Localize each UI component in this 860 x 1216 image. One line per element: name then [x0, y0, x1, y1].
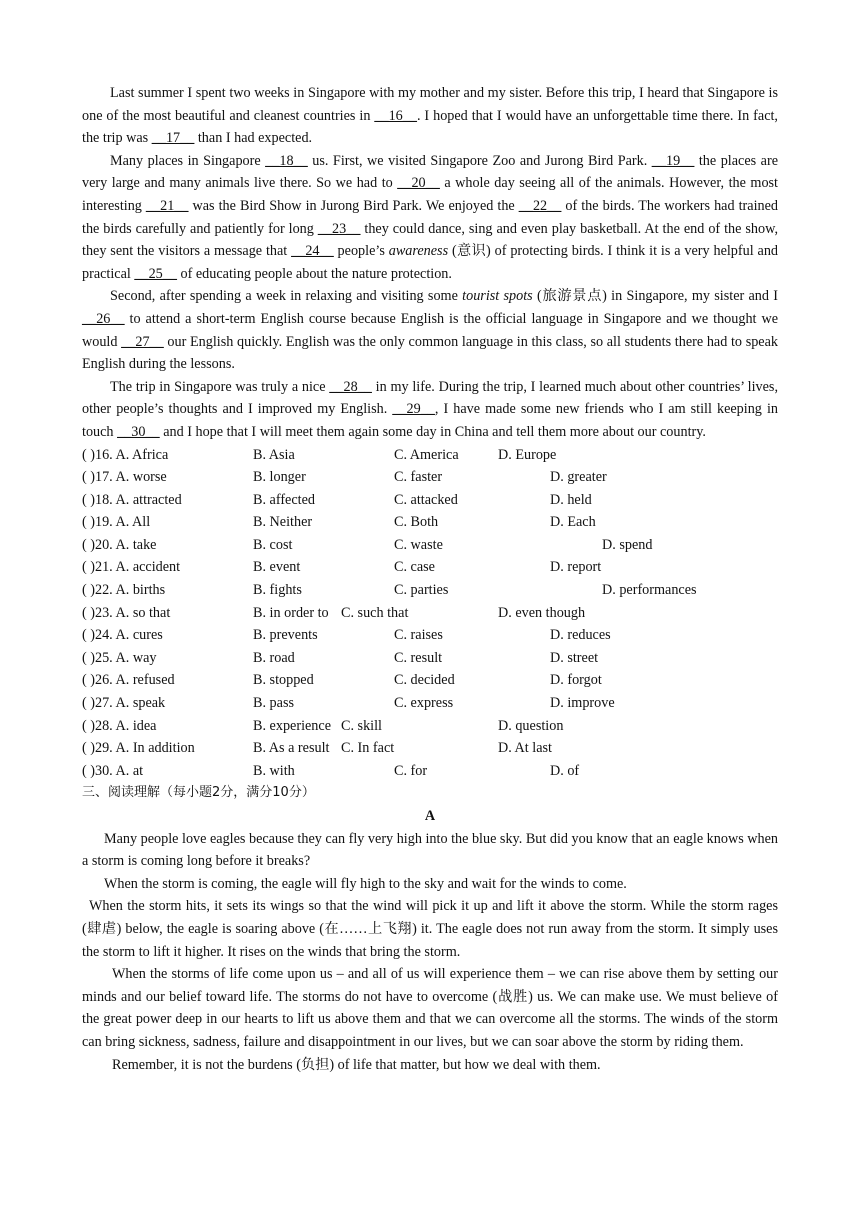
- cloze-paragraph-2: Many places in Singapore __18__ us. First, we visited Singapore Zoo and Jurong Bird Park. __19__ the places are very large and many animals live there. So we had to __20__ a whole day seeing all of the animals. However, the most interesting __21__ was the Bird Show in Jurong Bird Park. We enjoyed the __22__ of the birds. The workers had trained the birds carefully and patiently for long __23__ they could dance, sing and even play basketball. At the end of the show, they sent the visitors a message that __24__ people’s awareness (意识) of protecting birds. I think it is a very helpful and practical __25__ of educating people about the nature protection.: [82, 152, 779, 282]
- question-24: ( )24. A. cures B. prevents C. raises D. reduces: [82, 627, 611, 644]
- question-21: ( )21. A. accident B. event C. case D. report: [82, 559, 602, 576]
- passage-label: A: [424, 808, 436, 824]
- question-17: ( )17. A. worse B. longer C. faster D. greater: [82, 469, 607, 486]
- question-23: ( )23. A. so that B. in order to C. such that D. even though: [82, 604, 586, 621]
- blank-30: __30__: [117, 423, 160, 440]
- blank-26: __26__: [82, 310, 125, 327]
- blank-27: __27__: [121, 333, 164, 350]
- cloze-paragraph-3: Second, after spending a week in relaxing and visiting some tourist spots (旅游景点) in Singapore, my sister and I __26__ to attend a short-term English course because English is the official language in Singapore and we thought we would __27__ our English quickly. English was the only common language in this class, so all students there had to speak English during the lessons.: [82, 288, 779, 373]
- blank-23: __23__: [317, 220, 361, 237]
- question-25: ( )25. A. way B. road C. result D. street: [82, 649, 599, 666]
- blank-16: __16__: [374, 107, 417, 124]
- section-heading: 三、阅读理解（每小题2分，满分10分）: [82, 785, 315, 801]
- question-18: ( )18. A. attracted B. affected C. attacked D. held: [82, 491, 592, 508]
- blank-28: __28__: [329, 378, 372, 395]
- question-list: [82, 444, 778, 783]
- cloze-paragraph-4: The trip in Singapore was truly a nice __28__ in my life. During the trip, I learned much about other countries’ lives, other people’s thoughts and I improved my English. __29__, I have made some new friends who I am still keeping in touch __30__ and I hope that I will meet them again some day in China and tell them more about our country.: [82, 378, 779, 440]
- blank-22: __22__: [518, 197, 562, 214]
- question-28: ( )28. A. idea B. experience C. skill D. question: [82, 717, 564, 734]
- blank-18: __18__: [265, 152, 308, 169]
- blank-19: __19__: [651, 152, 695, 169]
- question-27: ( )27. A. speak B. pass C. express D. improve: [82, 695, 615, 712]
- passage-paragraph-1: Many people love eagles because they can fly very high into the blue sky. But did you know that an eagle knows when a storm is coming long before it breaks?: [82, 830, 778, 870]
- passage-paragraph-4: When the storms of life come upon us – and all of us will experience them – we can rise above them by setting our minds and our belief toward life. The storms do not have to overcome (战胜) us. We can make use. We must believe of the great power deep in our hearts to lift us above them and that we can overcome all the storms. The winds of the storm can bring sickness, sadness, failure and disappointment in our lives, but we can soar above the storm by riding them.: [82, 966, 778, 1050]
- blank-25: __25__: [134, 265, 177, 282]
- blank-20: __20__: [397, 175, 440, 192]
- question-20: ( )20. A. take B. cost C. waste D. spend: [82, 536, 653, 553]
- blank-24: __24__: [291, 243, 334, 260]
- passage-paragraph-2: When the storm is coming, the eagle will fly high to the sky and wait for the winds to come.: [104, 875, 627, 892]
- blank-21: __21__: [145, 197, 189, 214]
- question-30: ( )30. A. at B. with C. for D. of: [82, 762, 580, 779]
- question-22: ( )22. A. births B. fights C. parties D. performances: [82, 582, 697, 599]
- question-19: ( )19. A. All B. Neither C. Both D. Each: [82, 514, 596, 531]
- blank-29: __29__: [392, 401, 435, 418]
- passage-paragraph-5: Remember, it is not the burdens (负担) of life that matter, but how we deal with them.: [112, 1056, 601, 1073]
- passage-paragraph-3: When the storm hits, it sets its wings so that the wind will pick it up and lift it above the storm. While the storm rages (肆虐) below, the eagle is soaring above (在……上飞翔) it. The eagle does not run away from the storm. It simply uses the storm to lift it higher. It rises on the winds that bring the storm.: [82, 898, 778, 960]
- question-26: ( )26. A. refused B. stopped C. decided D. forgot: [82, 672, 602, 689]
- cloze-paragraph-1: Last summer I spent two weeks in Singapore with my mother and my sister. Before this trip, I heard that Singapore is one of the most beautiful and cleanest countries in __16__. I hoped that I would have an unforgettable time there. In fact, the trip was __17__ than I had expected.: [82, 85, 778, 147]
- blank-17: __17__: [151, 130, 195, 147]
- exam-page: [82, 82, 778, 1076]
- question-16: ( )16. A. Africa B. Asia C. America D. Europe: [82, 446, 557, 463]
- question-29: ( )29. A. In addition B. As a result C. In fact D. At last: [82, 740, 552, 757]
